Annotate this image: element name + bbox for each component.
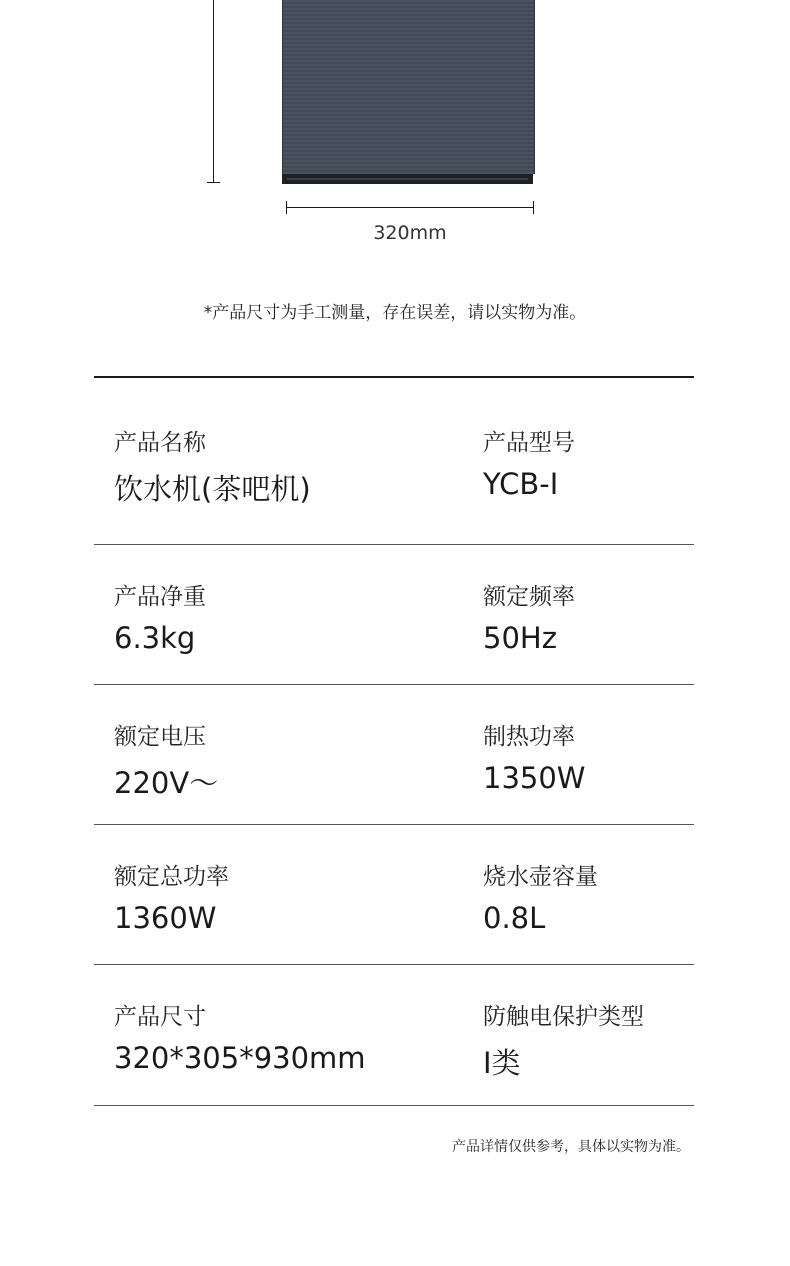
spec-cell-product-size [114,965,366,1075]
reference-footnote: 产品详情仅供参考，具体以实物为准。 [452,1139,690,1155]
spec-value: 饮水机(茶吧机) [114,472,311,506]
width-dimension-line [286,207,534,208]
spec-cell-model [483,378,575,501]
spec-value: 220V〜 [114,766,219,800]
spec-cell-product-name [114,378,311,508]
spec-cell-net-weight [114,545,206,655]
size-disclaimer: *产品尺寸为手工测量，存在误差，请以实物为准。 [203,303,587,323]
spec-label: 产品尺寸 [114,1004,206,1030]
spec-value: 320*305*930mm [114,1041,366,1075]
spec-cell-rated-voltage [114,685,218,802]
spec-value: YCB-I [483,467,559,501]
spec-cell-heating-power [483,685,585,795]
spec-value: I类 [483,1046,521,1080]
product-base-trim [287,178,528,180]
spec-label: 额定频率 [483,584,575,610]
spec-cell-shock-protection [483,965,644,1082]
spec-row [94,685,694,825]
spec-label: 产品净重 [114,584,206,610]
spec-value: 6.3kg [114,621,196,655]
spec-label: 产品型号 [483,430,575,456]
width-dimension-label: 320mm [373,222,447,244]
spec-cell-total-power [114,825,229,935]
spec-row [94,378,694,545]
spec-label: 制热功率 [483,724,575,750]
spec-label: 烧水壶容量 [483,864,598,890]
height-dimension-cap [207,182,220,183]
spec-value: 50Hz [483,621,557,655]
spec-label: 额定总功率 [114,864,229,890]
spec-cell-rated-frequency [483,545,575,655]
spec-value: 1350W [483,761,586,795]
spec-label: 额定电压 [114,724,206,750]
spec-label: 产品名称 [114,430,206,456]
spec-value: 0.8L [483,901,546,935]
spec-row [94,965,694,1106]
spec-value: 1360W [114,901,217,935]
spec-row [94,825,694,965]
spec-cell-kettle-capacity [483,825,598,935]
product-image [282,0,535,174]
spec-table [94,376,694,1106]
spec-row [94,545,694,685]
width-dimension-cap-right [533,201,534,214]
height-dimension-line [213,0,214,183]
spec-label: 防触电保护类型 [483,1004,644,1030]
width-dimension-cap-left [286,201,287,214]
